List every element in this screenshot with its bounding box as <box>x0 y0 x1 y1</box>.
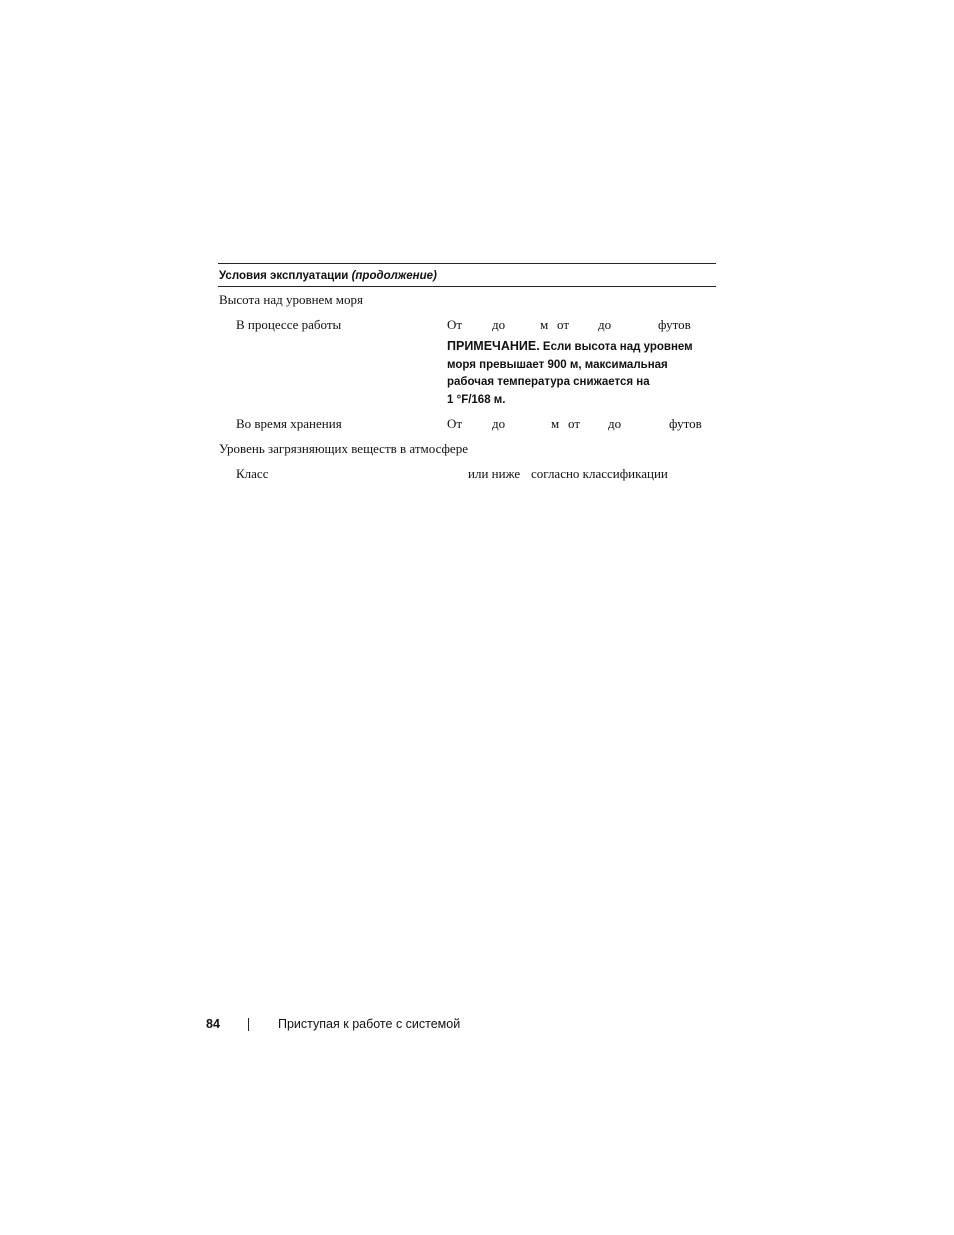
altitude-note <box>447 338 717 409</box>
storage-from: От <box>447 416 463 431</box>
operating-unit-ft: футов <box>658 317 691 332</box>
note-line-2: моря превышает 900 м, максимальная <box>447 358 668 371</box>
altitude-label: Высота над уровнем моря <box>219 292 364 307</box>
note-line-4: 1 °F/168 м. <box>447 393 506 406</box>
table-title-continued: (продолжение) <box>351 270 437 282</box>
storage-unit-ft: футов <box>669 416 702 431</box>
class-value-part1: или ниже <box>468 466 521 481</box>
storage-from2: от <box>568 416 581 431</box>
storage-unit-m: м <box>551 416 560 431</box>
note-line-3: рабочая температура снижается на <box>447 376 650 388</box>
operating-from: От <box>447 317 463 332</box>
operating-to2: до <box>598 317 612 332</box>
page-number: 84 <box>206 1017 220 1031</box>
storage-to: до <box>492 416 506 431</box>
note-line-1: Если высота над уровнем <box>542 341 693 353</box>
storage-label: Во время хранения <box>236 416 342 431</box>
footer-separator <box>248 1018 249 1031</box>
table-header <box>218 263 716 287</box>
operating-unit-m: м <box>540 317 549 332</box>
storage-to2: до <box>608 416 622 431</box>
class-value-part2: согласно классификации <box>531 466 668 481</box>
footer-title: Приступая к работе с системой <box>278 1017 461 1031</box>
operating-label: В процессе работы <box>236 317 342 332</box>
contaminants-label: Уровень загрязняющих веществ в атмосфере <box>219 441 468 456</box>
class-label: Класс <box>236 466 269 481</box>
table-title: Условия эксплуатации <box>219 270 349 282</box>
operating-to: до <box>492 317 506 332</box>
operating-from2: от <box>557 317 570 332</box>
note-label: ПРИМЕЧАНИЕ. <box>447 339 540 353</box>
